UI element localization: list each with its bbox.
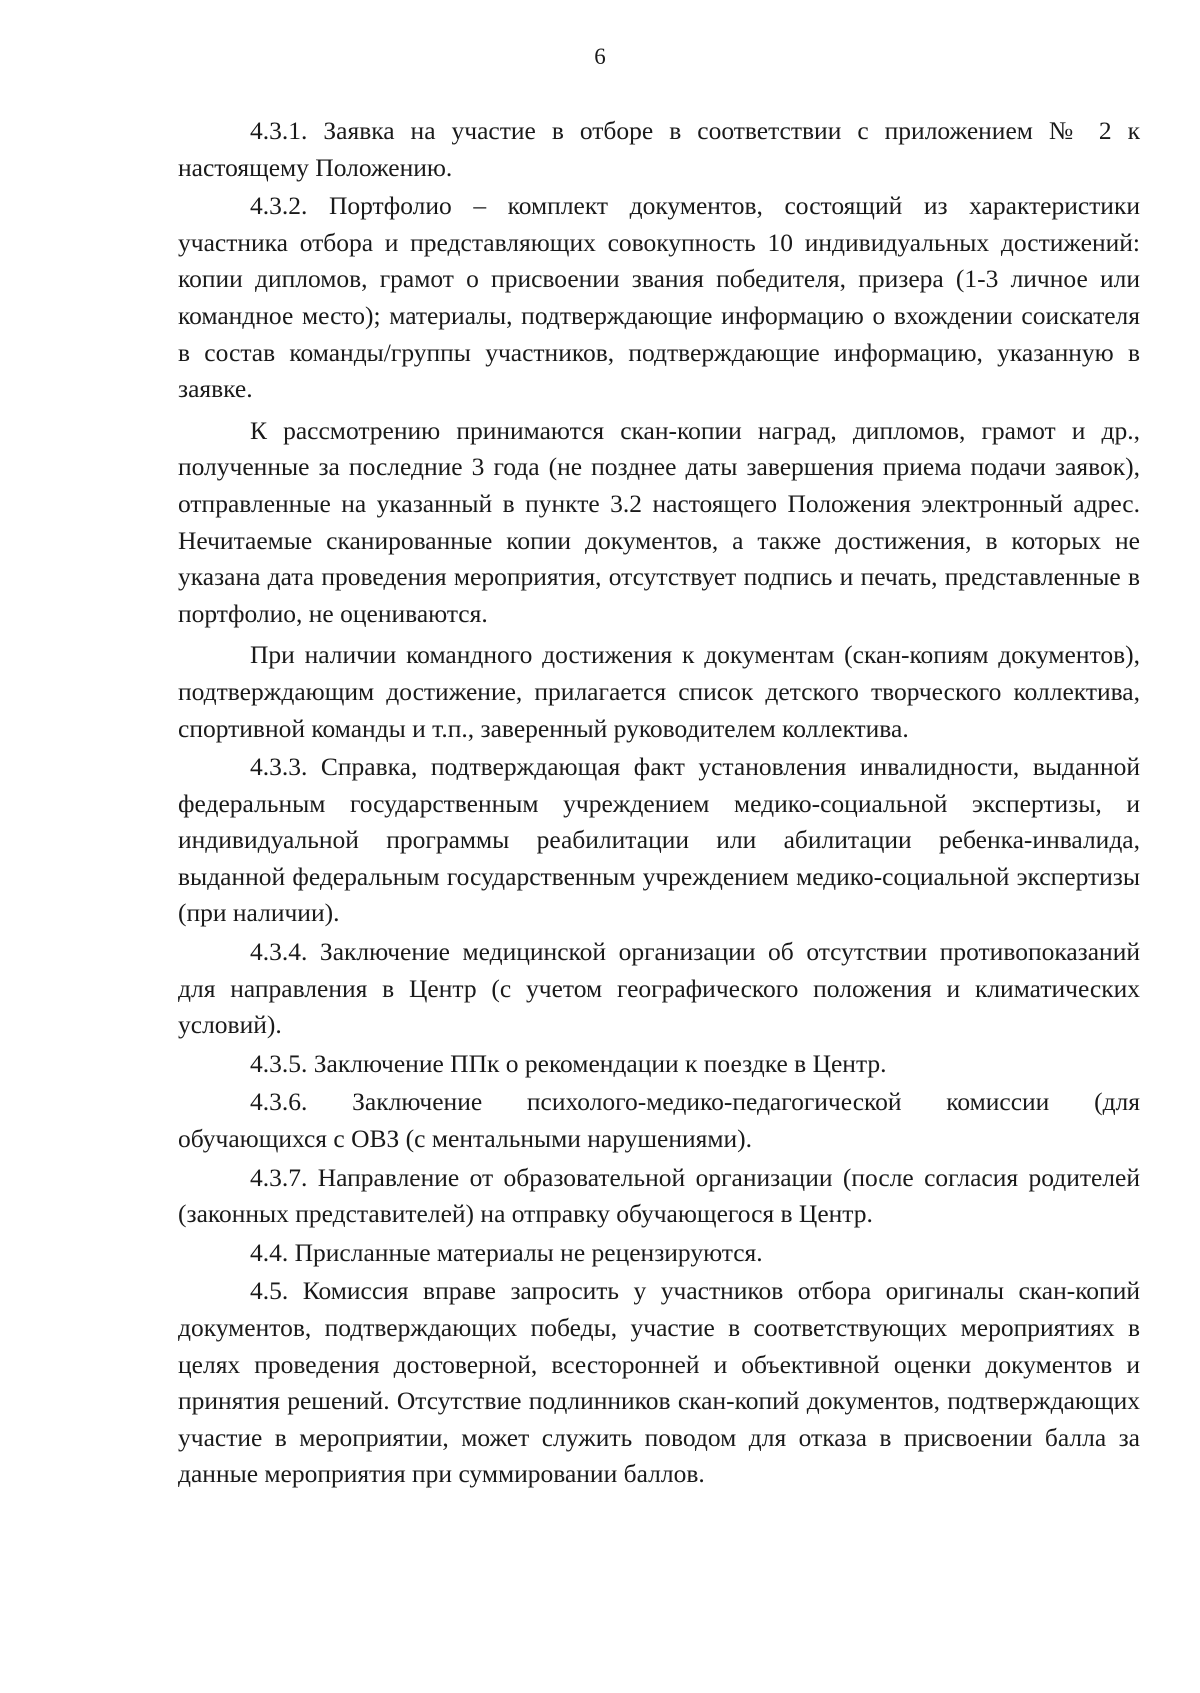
paragraph-4-3-7: 4.3.7. Направление от образовательной организации (после согласия родителей (законных представителей) на отправку обучающегося в Центр. — [178, 1162, 1140, 1229]
paragraph-team-achievement: При наличии командного достижения к документам (скан-копиям документов), подтверждающим достижение, прилагается список детского творческого коллектива, спортивной команды и т.п., заверенный руководителем коллектива. — [178, 640, 1140, 743]
paragraph-4-3-1: 4.3.1. Заявка на участие в отборе в соответствии с приложением № 2 к настоящему Положению. — [178, 116, 1140, 182]
paragraph-4-3-5: 4.3.5. Заключение ППк о рекомендации к поездке в Центр. — [250, 1048, 887, 1078]
paragraph-4-5: 4.5. Комиссия вправе запросить у участников отбора оригиналы скан-копий документов, подтверждающих победы, участие в соответствующих мероприятиях в целях проведения достоверной, всесторонней и объективной оценки документов и принятия решений. Отсутствие подлинников скан-копий документов, подтверждающих участие в мероприятии, может служить поводом для отказа в присвоении балла за данные мероприятия при суммировании баллов. — [178, 1276, 1140, 1489]
paragraph-4-4: 4.4. Присланные материалы не рецензируются. — [250, 1237, 763, 1267]
paragraph-4-3-4: 4.3.4. Заключение медицинской организации об отсутствии противопоказаний для направления в Центр (с учетом географического положения и климатических условий). — [178, 937, 1140, 1040]
document-body — [178, 113, 1140, 1493]
page-number: 6 — [594, 44, 606, 69]
paragraph-4-3-6: 4.3.6. Заключение психолого-медико-педагогической комиссии (для обучающихся с ОВЗ (с ментальными нарушениями). — [178, 1087, 1140, 1154]
paragraph-scan-copies: К рассмотрению принимаются скан-копии наград, дипломов, грамот и др., полученные за последние 3 года (не позднее даты завершения приема подачи заявок), отправленные на указанный в пункте 3.2 настоящего Положения электронный адрес. Нечитаемые сканированные копии документов, а также достижения, в которых не указана дата проведения мероприятия, отсутствует подпись и печать, представленные в портфолио, не оцениваются. — [178, 415, 1140, 628]
paragraph-4-3-2: 4.3.2. Портфолио – комплект документов, состоящий из характеристики участника отбора и представляющих совокупность 10 индивидуальных достижений: копии дипломов, грамот о присвоении звания победителя, призера (1-3 личное или командное место); материалы, подтверждающие информацию о вхождении соискателя в состав команды/группы участников, подтверждающие информацию, указанную в заявке. — [178, 191, 1140, 404]
paragraph-4-3-3: 4.3.3. Справка, подтверждающая факт установления инвалидности, выданной федеральным государственным учреждением медико-социальной экспертизы, и индивидуальной программы реабилитации или абилитации ребенка-инвалида, выданной федеральным государственным учреждением медико-социальной экспертизы (при наличии). — [178, 752, 1140, 928]
